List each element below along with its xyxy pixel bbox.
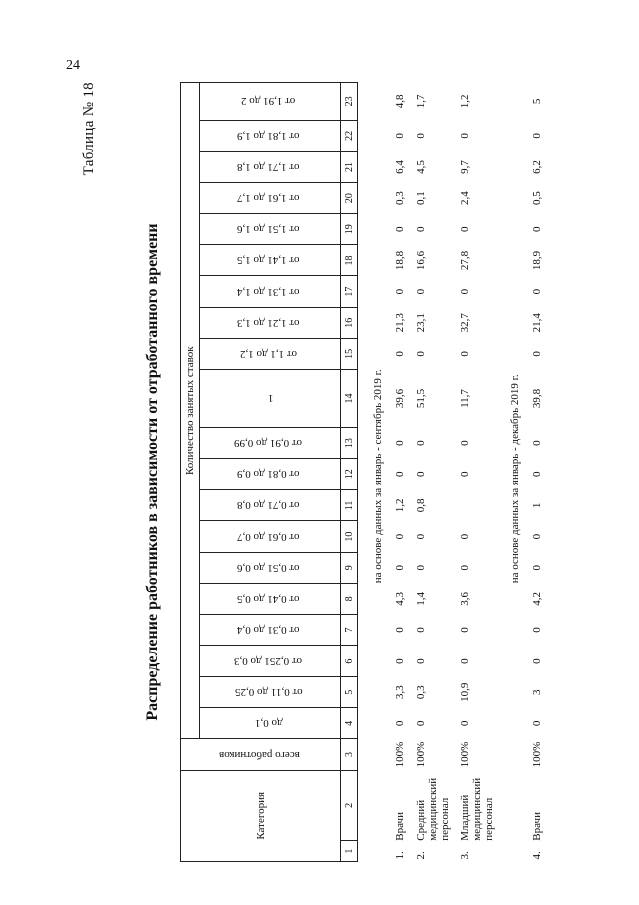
- column-number: 2: [341, 770, 358, 841]
- column-number: 1: [341, 841, 358, 862]
- column-number: 19: [341, 214, 358, 245]
- row-value: 10,9: [459, 682, 471, 702]
- column-header: от 0,61 до 0,7: [200, 521, 341, 552]
- row-value: 0: [415, 471, 427, 478]
- row-value: 5: [531, 98, 543, 105]
- row-value: 0: [531, 627, 543, 633]
- row-value: 0: [531, 658, 543, 664]
- column-header: от 1,21 до 1,3: [200, 307, 341, 338]
- column-header: от 1,61 до 1,7: [200, 183, 341, 214]
- row-value: 0: [531, 351, 543, 357]
- row-value: 0: [459, 564, 471, 571]
- column-header: от 1,91 до 2: [200, 83, 341, 121]
- column-header: 1: [200, 369, 341, 427]
- row-value: 0: [394, 133, 406, 139]
- row-value: 0,5: [531, 191, 543, 206]
- row-value: 18,9: [531, 250, 543, 271]
- row-value: 0: [459, 627, 471, 633]
- row-total: 100%: [459, 741, 471, 768]
- row-value: 0: [415, 351, 427, 357]
- row-value: 0: [459, 720, 471, 727]
- row-total: 100%: [415, 741, 427, 768]
- row-number: 4.: [531, 851, 543, 860]
- column-number: 20: [341, 183, 358, 214]
- group-header: Количество занятых ставок: [181, 83, 200, 739]
- column-number: 13: [341, 428, 358, 459]
- column-number: 14: [341, 369, 358, 427]
- column-header: от 1,41 до 1,5: [200, 245, 341, 276]
- row-value: 18,8: [394, 250, 406, 271]
- column-header: от 1,81 до 1,9: [200, 120, 341, 151]
- row-number: 1.: [394, 851, 406, 860]
- row-category: Врачи: [394, 812, 406, 841]
- column-header: от 1,1 до 1,2: [200, 338, 341, 369]
- row-value: 0: [531, 533, 543, 540]
- column-number: 23: [341, 83, 358, 121]
- row-value: 0: [459, 351, 471, 357]
- row-value: 0: [531, 564, 543, 571]
- row-value: 6,2: [531, 160, 543, 174]
- row-value: 51,5: [415, 388, 427, 409]
- row-value: 0,3: [394, 191, 406, 206]
- period-label: на основе данных за январь - декабрь 2019 г.: [509, 374, 521, 584]
- row-value: 16,6: [415, 250, 427, 271]
- column-header: от 0,41 до 0,5: [200, 583, 341, 614]
- column-number: 5: [341, 677, 358, 708]
- column-header: от 0,51 до 0,6: [200, 552, 341, 583]
- period-row: [495, 83, 523, 862]
- row-value: 1,4: [415, 591, 427, 606]
- column-number: 3: [341, 739, 358, 770]
- row-value: 0: [459, 133, 471, 139]
- row-value: 21,3: [394, 313, 406, 333]
- row-value: 0: [415, 627, 427, 633]
- row-value: 1,7: [415, 94, 427, 109]
- column-header: от 0,91 до 0,99: [200, 428, 341, 459]
- row-value: 0: [394, 627, 406, 633]
- column-header: от 1,51 до 1,6: [200, 214, 341, 245]
- row-value: 0: [415, 133, 427, 139]
- row-value: 39,8: [531, 388, 543, 409]
- column-number: 7: [341, 614, 358, 645]
- row-value: 0: [415, 226, 427, 233]
- distribution-table: [180, 82, 544, 862]
- column-number: 17: [341, 276, 358, 307]
- row-value: 0,8: [415, 498, 427, 513]
- row-value: 0: [531, 226, 543, 233]
- row-value: 3,6: [459, 591, 471, 606]
- row-value: 0: [531, 133, 543, 139]
- row-value: 1: [531, 502, 543, 509]
- row-value: 0: [394, 720, 406, 727]
- row-value: 9,7: [459, 160, 471, 174]
- row-value: 0: [415, 440, 427, 446]
- row-value: 0: [394, 288, 406, 295]
- row-value: 21,4: [531, 313, 543, 333]
- row-value: 23,1: [415, 313, 427, 333]
- column-header: от 1,31 до 1,4: [200, 276, 341, 307]
- column-header: от 1,71 до 1,8: [200, 151, 341, 182]
- column-header: от 0,251 до 0,3: [200, 646, 341, 677]
- row-value: 4,2: [531, 591, 543, 606]
- column-number: 9: [341, 552, 358, 583]
- column-number: 16: [341, 307, 358, 338]
- column-header: от 0,11 до 0,25: [200, 677, 341, 708]
- row-value: 1,2: [394, 498, 406, 513]
- row-total: 100%: [531, 741, 543, 768]
- row-value: 0: [415, 533, 427, 540]
- row-value: 27,8: [459, 250, 471, 271]
- row-value: [451, 490, 495, 521]
- row-value: 0: [531, 288, 543, 295]
- column-header: от 0,31 до 0,4: [200, 614, 341, 645]
- row-value: 0: [394, 226, 406, 233]
- row-value: 3: [531, 689, 543, 696]
- category-header: Категория: [181, 770, 341, 861]
- column-number: 18: [341, 245, 358, 276]
- row-value: 0: [394, 471, 406, 478]
- table-row: [523, 83, 544, 862]
- row-value: 6,4: [394, 160, 406, 174]
- column-number: 10: [341, 521, 358, 552]
- column-number: 11: [341, 490, 358, 521]
- column-number: 22: [341, 120, 358, 151]
- row-value: 0: [394, 658, 406, 664]
- row-value: 0: [459, 226, 471, 233]
- row-value: 0,3: [415, 685, 427, 700]
- row-value: 0: [459, 440, 471, 446]
- row-value: 0: [459, 288, 471, 295]
- table-row: [451, 83, 495, 862]
- rotated-page-content: [80, 82, 600, 862]
- row-value: 39,6: [394, 388, 406, 409]
- column-number: 15: [341, 338, 358, 369]
- total-header: всего работников: [181, 739, 341, 770]
- column-number: 4: [341, 708, 358, 739]
- row-value: 0: [415, 658, 427, 664]
- row-total: 100%: [394, 741, 406, 768]
- column-number: 21: [341, 151, 358, 182]
- table-number: Таблица № 18: [81, 82, 97, 176]
- period-row: [358, 83, 387, 862]
- column-header: от 0,81 до 0,9: [200, 459, 341, 490]
- row-value: 2,4: [459, 191, 471, 206]
- column-header: до 0,1: [200, 708, 341, 739]
- row-value: 0: [415, 288, 427, 295]
- row-number: 3.: [459, 851, 471, 860]
- row-number: 2.: [415, 851, 427, 860]
- row-value: 1,2: [459, 94, 471, 109]
- table-row: [407, 83, 451, 862]
- column-number: 12: [341, 459, 358, 490]
- row-category: Врачи: [531, 812, 543, 841]
- row-value: 0: [394, 351, 406, 357]
- row-value: 0: [531, 440, 543, 446]
- row-value: 0: [415, 564, 427, 571]
- column-number: 6: [341, 646, 358, 677]
- row-value: 0: [394, 564, 406, 571]
- row-value: 11,7: [459, 389, 471, 408]
- row-value: 0: [459, 471, 471, 478]
- row-value: 0: [531, 471, 543, 478]
- period-label: на основе данных за январь - сентябрь 2019 г.: [372, 369, 384, 584]
- row-value: 4,8: [394, 94, 406, 109]
- row-value: 3,3: [394, 685, 406, 700]
- row-category: Средний медицинский персонал: [415, 777, 451, 841]
- row-value: 0: [459, 533, 471, 540]
- row-value: 0: [459, 658, 471, 664]
- page-number: 24: [66, 58, 80, 73]
- row-value: 0,1: [415, 191, 427, 206]
- column-header: от 0,71 до 0,8: [200, 490, 341, 521]
- row-value: 4,3: [394, 591, 406, 606]
- table-title: Распределение работников в зависимости от отработанного времени: [144, 223, 161, 721]
- row-value: 0: [394, 440, 406, 446]
- row-value: 0: [415, 720, 427, 727]
- row-value: 0: [394, 533, 406, 540]
- column-number: 8: [341, 583, 358, 614]
- row-value: 32,7: [459, 313, 471, 333]
- row-value: 4,5: [415, 160, 427, 174]
- row-value: 0: [531, 720, 543, 727]
- row-category: Младший медицинский персонал: [459, 777, 495, 841]
- table-row: [386, 83, 407, 862]
